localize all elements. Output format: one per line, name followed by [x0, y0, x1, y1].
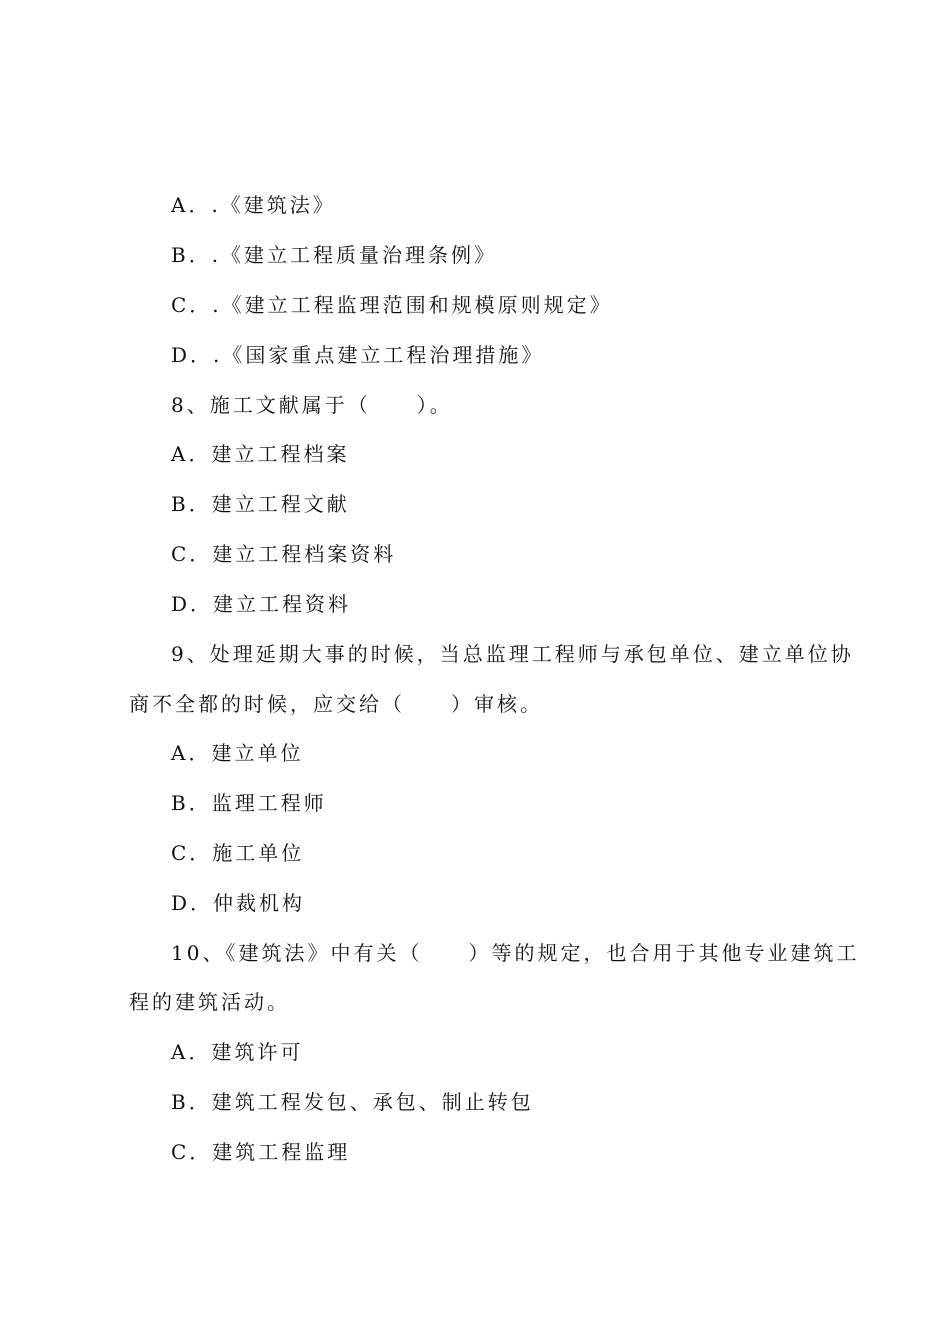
q8-stem: 8、施工文献属于（ ）。: [171, 393, 453, 417]
q7-option-d: D．.《国家重点建立工程治理措施》: [171, 343, 545, 367]
q10-stem-line2: 程的建筑活动。: [129, 990, 290, 1014]
q9-option-a: A．建立单位: [171, 741, 304, 765]
q8-option-b: B．建立工程文献: [171, 492, 350, 516]
q9-option-d: D．仲裁机构: [171, 891, 306, 915]
q10-stem-line1: 10、《建筑法》中有关（ ）等的规定，也合用于其他专业建筑工: [171, 941, 860, 965]
q7-option-c: C．.《建立工程监理范围和规模原则规定》: [171, 293, 613, 317]
q10-option-c: C．建筑工程监理: [171, 1140, 351, 1164]
q8-option-d: D．建立工程资料: [171, 592, 352, 616]
q7-option-a: A．.《建筑法》: [171, 193, 336, 217]
q10-option-a: A．建筑许可: [171, 1040, 304, 1064]
q9-option-c: C．施工单位: [171, 841, 305, 865]
q10-option-b: B．建筑工程发包、承包、制止转包: [171, 1090, 534, 1114]
q9-option-b: B．监理工程师: [171, 791, 327, 815]
q8-option-a: A．建立工程档案: [171, 442, 350, 466]
q8-option-c: C．建立工程档案资料: [171, 542, 397, 566]
q7-option-b: B．.《建立工程质量治理条例》: [171, 243, 498, 267]
q9-stem-line2: 商不全都的时候，应交给（ ）审核。: [129, 692, 543, 716]
q9-stem-line1: 9、处理延期大事的时候，当总监理工程师与承包单位、建立单位协: [171, 642, 854, 666]
